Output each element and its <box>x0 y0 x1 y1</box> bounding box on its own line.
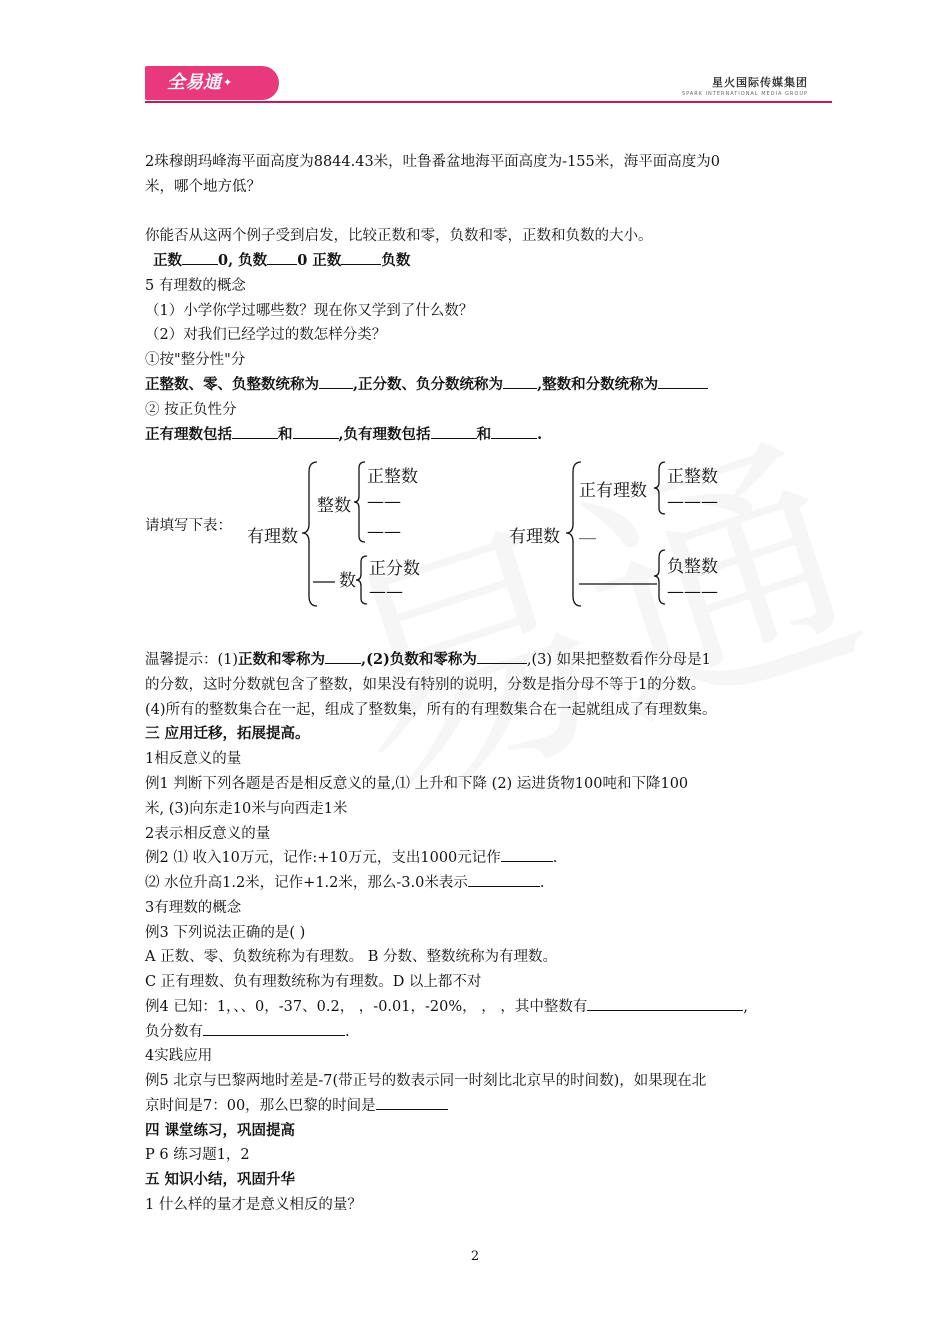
sparkle-icon: ✦ <box>223 76 233 89</box>
diagram-prompt: 请填写下表： <box>145 518 232 534</box>
answer-blank[interactable] <box>232 424 278 439</box>
example-5b-line: 京时间是7：00，那么巴黎的时间是 <box>145 1095 448 1117</box>
text-line: 3有理数的概念 <box>145 900 242 916</box>
answer-blank[interactable] <box>477 649 527 664</box>
text-line: 2珠穆朗玛峰海平面高度为8844.43米，吐鲁番盆地海平面高度为-155米，海平面高度为0 <box>145 154 720 170</box>
example-4b-line: 负分数有 . <box>145 1021 350 1043</box>
text-line: 你能否从这两个例子受到启发，比较正数和零，负数和零，正数和负数的大小。 <box>145 228 653 244</box>
publisher-name-en: SPARK INTERNATIONAL MEDIA GROUP <box>681 91 808 97</box>
answer-blank[interactable] <box>658 374 708 389</box>
right-blank-mid: __ <box>579 520 596 540</box>
answer-blank[interactable] <box>182 250 218 265</box>
right-pos-brace <box>654 462 665 514</box>
right-neg-int-label: 负整数 <box>667 557 718 577</box>
example-4-line: 例4 已知：1，、、0，-37、0.2， ，-0.01，-20%， ， ，其中整数有 , <box>145 996 748 1018</box>
left-blank-2: —— <box>367 522 401 542</box>
page-header <box>145 64 832 102</box>
left-pos-frac-label: 正分数 <box>369 559 420 579</box>
text-line: 例3 下列说法正确的是( ) <box>145 925 306 941</box>
example-2b-line: ⑵ 水位升高1.2米，记作+1.2米，那么-3.0米表示 . <box>145 872 544 894</box>
tip-line: 温馨提示：(1)正数和零称为 ,(2)负数和零称为 ,(3) 如果把整数看作分母是1 <box>145 651 711 668</box>
text-line: 例5 北京与巴黎两地时差是-7(带正号的数表示同一时刻比北京早的时间数)，如果现在北 <box>145 1073 707 1089</box>
right-neg-brace <box>654 550 665 604</box>
left-pos-int-label: 正整数 <box>367 467 418 487</box>
section-heading: 5 有理数的概念 <box>145 278 246 294</box>
answer-blank[interactable] <box>376 1095 448 1110</box>
text-line: （2）对我们已经学过的数怎样分类？ <box>145 327 387 343</box>
text-line: 2表示相反意义的量 <box>145 826 271 842</box>
classification-diagram <box>145 458 795 608</box>
answer-blank[interactable] <box>587 996 743 1011</box>
left-blank-3: —— <box>369 582 403 602</box>
answer-blank[interactable] <box>203 1021 345 1036</box>
right-root-label: 有理数 <box>509 527 560 547</box>
left-root-brace <box>302 462 317 606</box>
left-int-label: 整数 <box>317 496 351 516</box>
example-2-line: 例2 ⑴ 收入10万元，记作:+10万元，支出1000元记作 . <box>145 847 557 869</box>
section-heading: 四 课堂练习，巩固提高 <box>145 1122 296 1139</box>
right-pos-int-label: 正整数 <box>667 467 718 487</box>
answer-blank[interactable] <box>468 872 540 887</box>
text-line: 4实践应用 <box>145 1048 213 1064</box>
publisher-name-cn: 星火国际传媒集团 <box>712 76 808 89</box>
right-blank-1: ——— <box>667 492 718 512</box>
choice-line: C 正有理数、负有理数统称为有理数。D 以上都不对 <box>145 974 482 990</box>
left-int-brace <box>354 462 365 542</box>
left-blank-1: —— <box>367 492 401 512</box>
classify-fill-line: 正整数、零、负整数统称为 ,正分数、负分数统称为 ,整数和分数统称为 <box>145 374 708 396</box>
sign-fill-line: 正有理数包括 和 ,负有理数包括 和 . <box>145 426 543 443</box>
right-pos-label: 正有理数 <box>579 481 647 501</box>
answer-blank[interactable] <box>341 250 381 265</box>
text-line: 米, (3)向东走10米与向西走1米 <box>145 801 348 817</box>
left-frac-brace <box>356 556 367 604</box>
section-heading: 五 知识小结，巩固升华 <box>145 1171 296 1188</box>
right-blank-2: ——— <box>667 582 718 602</box>
answer-blank[interactable] <box>267 250 297 265</box>
text-line: 的分数，这时分数就包含了整数，如果没有特别的说明，分数是指分母不等于1的分数。 <box>145 677 706 693</box>
header-divider <box>145 101 832 103</box>
answer-blank[interactable] <box>325 649 361 664</box>
text-line: （1）小学你学过哪些数？现在你又学到了什么数？ <box>145 303 474 319</box>
page-number: 2 <box>470 1249 480 1264</box>
text-line: 米，哪个地方低？ <box>145 179 261 195</box>
text-line: (4)所有的整数集合在一起，组成了整数集，所有的有理数集合在一起就组成了有理数集。 <box>145 702 717 718</box>
brand-logo: 全易通 ✦ <box>145 66 279 100</box>
left-frac-label: 数 <box>339 571 356 591</box>
answer-blank[interactable] <box>491 424 537 439</box>
answer-blank[interactable] <box>319 374 353 389</box>
text-line: ①按"整分性"分 <box>145 352 246 368</box>
answer-blank[interactable] <box>431 424 477 439</box>
text-line: ② 按正负性分 <box>145 402 237 418</box>
text-line: 例1 判断下列各题是否是相反意义的量,⑴ 上升和下降 (2) 运进货物100吨和下降100 <box>145 776 689 792</box>
text-line: P 6 练习题1，2 <box>145 1147 250 1163</box>
text-line: 1 什么样的量才是意义相反的量？ <box>145 1197 362 1213</box>
compare-fill-line: 正数 0, 负数 0 正数 负数 <box>153 252 411 269</box>
left-root-label: 有理数 <box>247 527 298 547</box>
answer-blank[interactable] <box>293 424 339 439</box>
answer-blank[interactable] <box>503 374 537 389</box>
text-line: 1相反意义的量 <box>145 751 242 767</box>
publisher-brand <box>682 74 808 97</box>
answer-blank[interactable] <box>501 847 553 862</box>
section-heading: 三 应用迁移，拓展提高。 <box>145 725 310 742</box>
choice-line: A 正数、零、负数统称为有理数。 B 分数、整数统称为有理数。 <box>145 949 557 965</box>
